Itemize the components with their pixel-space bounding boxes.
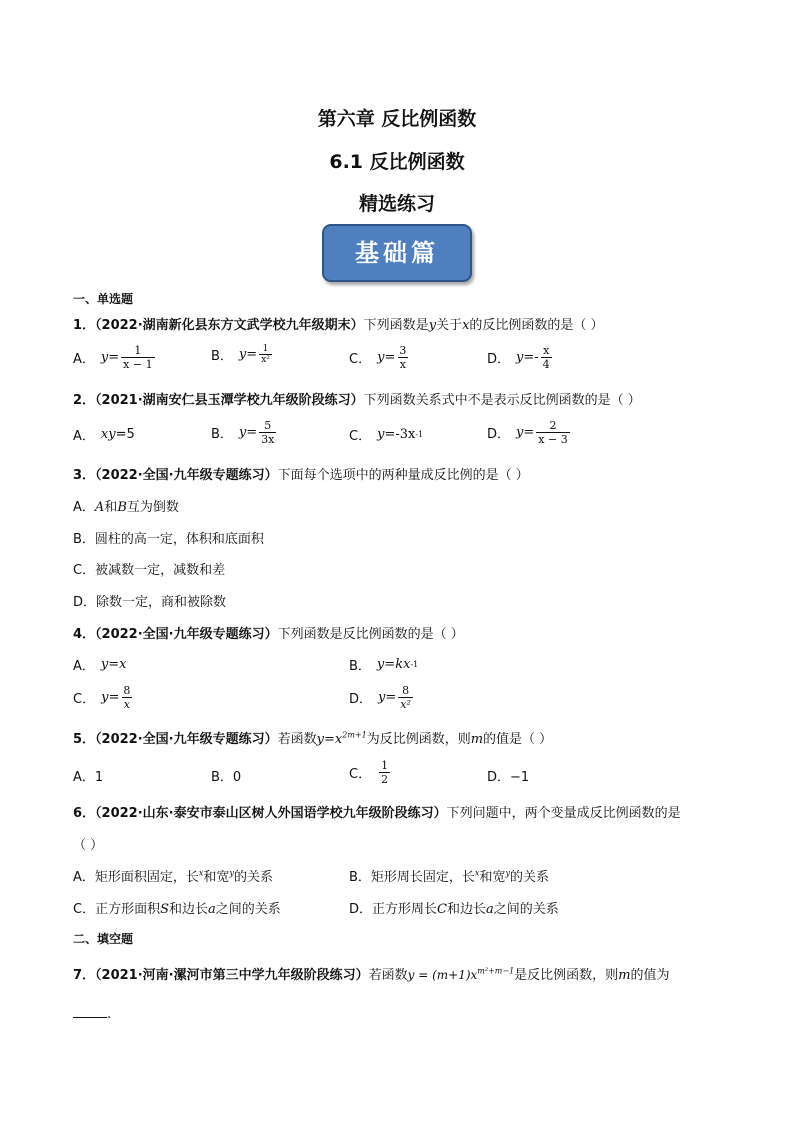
question-2: 2．（2021·湖南安仁县玉潭学校九年级阶段练习）下列函数关系式中不是表示反比例函数的是（ ）: [73, 393, 641, 408]
question-6-option-c: C．正方形面积S和边长a之间的关系: [73, 902, 281, 917]
level-badge: 基础篇: [322, 224, 472, 282]
question-4: 4．（2022·全国·九年级专题练习）下列函数是反比例函数的是（ ）: [73, 627, 464, 642]
question-5-option-b: B．0: [211, 770, 242, 785]
question-4-option-a: A． y = x: [73, 657, 127, 674]
question-6-option-a: A．矩形面积固定，长$^x$和宽$^y$的关系: [73, 868, 273, 885]
question-source: （2022·湖南新化县东方文武学校九年级期末）: [95, 318, 364, 333]
fraction: $\frac{1}{x - 1}$: [123, 344, 153, 371]
question-1-option-c: C． y = $\frac{3}{x}$: [349, 344, 407, 371]
section-heading-single-choice: 一、单选题: [73, 292, 134, 306]
question-4-option-c: C． y = $\frac{8}{x}$: [73, 684, 131, 711]
fraction: $\frac{3}{x}$: [399, 344, 407, 371]
question-source: （2022·全国·九年级专题练习）: [95, 468, 278, 483]
fraction: $\frac{1}{\text{x²}}$: [261, 344, 270, 365]
question-number: 6．: [73, 806, 96, 821]
question-1-option-a: A． y = $\frac{1}{x - 1}$: [73, 344, 153, 371]
question-1: 1．（2022·湖南新化县东方文武学校九年级期末）下列函数是y关于x的反比例函数的是（ ）: [73, 318, 604, 333]
question-1-option-d: D． y =- $\frac{x}{4}$: [487, 344, 550, 371]
question-7-answer-blank[interactable]: .: [73, 1005, 111, 1022]
question-3-option-a: A．A和B互为倒数: [73, 500, 179, 515]
question-number: 5．: [73, 732, 96, 747]
question-number: 4．: [73, 627, 96, 642]
question-2-option-b: B． y = $\frac{5}{3x}$: [211, 419, 275, 446]
question-2-option-d: D． y = $\frac{2}{x - 3}$: [487, 419, 568, 446]
exercise-subtitle: 精选练习: [358, 193, 435, 215]
question-source: （2022·山东·泰安市泰山区树人外国语学校九年级阶段练习）: [95, 806, 447, 821]
question-4-option-b: B． y = kx -1: [349, 657, 419, 674]
question-6-paren: （ ）: [73, 838, 104, 853]
question-6-option-d: D．正方形周长C和边长a之间的关系: [349, 902, 559, 917]
question-2-option-a: A． xy =5: [73, 427, 135, 444]
fraction: $\frac{2}{x - 3}$: [538, 419, 568, 446]
section-title: 6.1 反比例函数: [329, 151, 465, 173]
question-5-option-d: D．−1: [487, 770, 530, 785]
question-number: 1．: [73, 318, 96, 333]
fraction: $\frac{x}{4}$: [542, 344, 550, 371]
chapter-title: 第六章 反比例函数: [317, 108, 477, 130]
question-3: 3．（2022·全国·九年级专题练习）下面每个选项中的两种量成反比例的是（ ）: [73, 468, 529, 483]
fraction: $\frac{1}{2}$: [381, 759, 389, 786]
fraction: $\frac{8}{x}$: [123, 684, 131, 711]
question-4-option-d: D． y = $\frac{8}{\text{x²}}$: [349, 684, 411, 711]
question-source: （2021·河南·漯河市第三中学九年级阶段练习）: [95, 968, 369, 983]
question-3-option-d: D．除数一定，商和被除数: [73, 595, 227, 610]
question-source: （2021·湖南安仁县玉潭学校九年级阶段练习）: [95, 393, 364, 408]
question-number: 7．: [73, 968, 96, 983]
fraction: $\frac{5}{3x}$: [261, 419, 275, 446]
answer-blank-line[interactable]: [73, 1005, 107, 1018]
question-5: 5．（2022·全国·九年级专题练习）若函数$y=x^{2m+1}$为反比例函数，则m的值是（ ）: [73, 730, 553, 747]
question-6-option-b: B．矩形周长固定，长$^x$和宽$^y$的关系: [349, 868, 549, 885]
question-source: （2022·全国·九年级专题练习）: [95, 627, 278, 642]
question-number: 2．: [73, 393, 96, 408]
question-5-option-c: C． $\frac{1}{2}$: [349, 759, 389, 786]
question-3-option-c: C．被减数一定，减数和差: [73, 563, 226, 578]
question-6: 6．（2022·山东·泰安市泰山区树人外国语学校九年级阶段练习）下列问题中，两个变量成反比例函数的是: [73, 806, 681, 821]
question-1-option-b: B． y = $\frac{1}{\text{x²}}$: [211, 344, 270, 365]
question-source: （2022·全国·九年级专题练习）: [95, 732, 278, 747]
fraction: $\frac{8}{\text{x²}}$: [400, 684, 411, 711]
question-3-option-b: B．圆柱的高一定，体积和底面积: [73, 532, 264, 547]
question-5-option-a: A．1: [73, 770, 104, 785]
section-heading-fill-blank: 二、填空题: [73, 932, 134, 946]
question-2-option-c: C． y =-3x -1: [349, 427, 424, 444]
question-number: 3．: [73, 468, 96, 483]
question-7: 7．（2021·河南·漯河市第三中学九年级阶段练习）若函数$y = (m+1)x^{m^2+m-1}$是反比例函数，则m的值为: [73, 966, 670, 983]
